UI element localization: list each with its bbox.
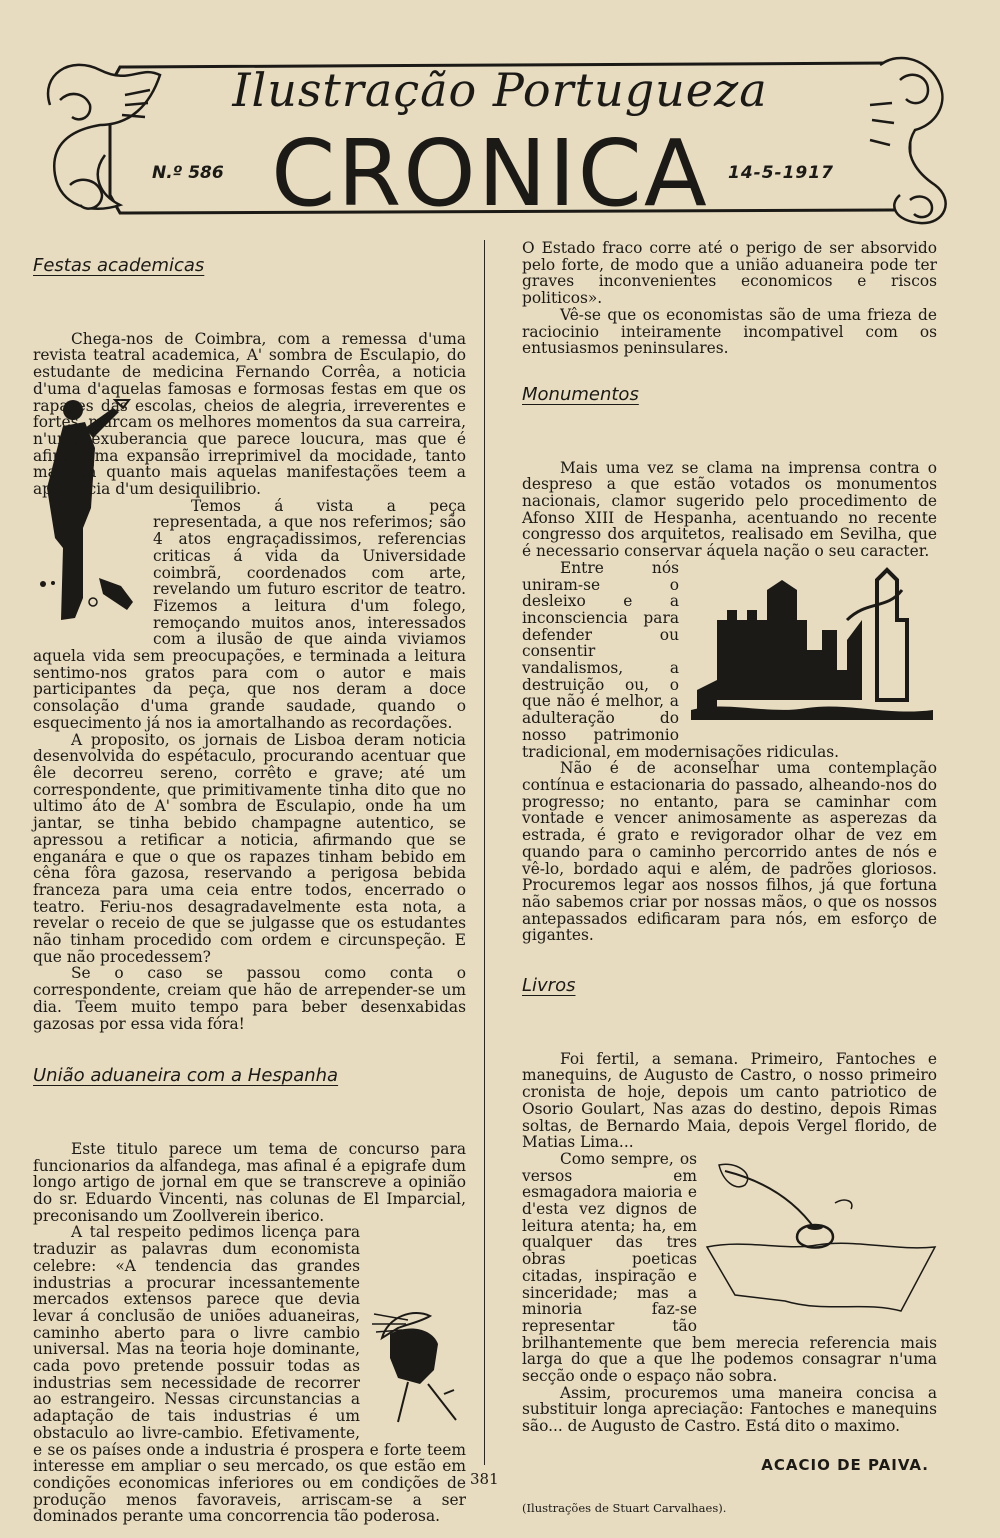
issue-number: N.º 586	[152, 163, 224, 183]
paragraph: Assim, procuremos uma maneira concisa a substituir longa apreciação: Fantoches e manequins são... de Augusto de Castro. Está dito o maximo.	[522, 1383, 937, 1436]
mercury-head-illustration	[368, 1294, 466, 1424]
paragraph: Como sempre, os versos em esmagadora maioria e d'esta vez dignos de leitura atenta; ha, em qualquer das tres obras poeticas citadas, inspiração e sinceridade; mas a minoria faz-se representar tão brilhantemente que bem merecia referencia mais larga do que a que lhe podemos consagrar n'uma secção onde o espaço não sobra.	[522, 1149, 937, 1386]
left-column	[33, 240, 466, 1525]
paragraph: Mais uma vez se clama na imprensa contra o despreso a que estão votados os monumentos nacionais, clamor sugerido pelo procedimento de Afonso XIII de Hespanha, acentuando no recente congresso dos arquitetos, realisado em Sevilha, que é necessario conservar áquela nação o seu caracter.	[522, 458, 937, 561]
paragraph: Se o caso se passou como conta o correspondente, creiam que hão de arrepender-se um dia. Teem muito tempo para beber desenxabidas gazosas por essa vida fóra!	[33, 964, 466, 1033]
section-heading-monumentos: Monumentos	[522, 383, 639, 405]
ruined-monument-illustration	[687, 560, 937, 728]
left-scroll-ornament	[48, 65, 160, 209]
paragraph: O Estado fraco corre até o perigo de ser absorvido pelo forte, de modo que a união aduaneira pode ter graves inconvenientes economicos e riscos politicos».	[522, 239, 937, 308]
illustration-credit: (Ilustrações de Stuart Carvalhaes).	[522, 1500, 727, 1515]
masthead-script-title: Ilustração Portugueza	[232, 63, 768, 117]
paragraph: Chega-nos de Coimbra, com a remessa d'uma revista teatral academica, A' sombra de Esculapio, do estudante de medicina Fernando Corrêa, a noticia d'uma d'aquelas famosas e formosas festas em que os rapazes das escolas, cheios de alegria, irreverentes e fortes, marcam os melhores momentos da sua carreira, n'uma exuberancia que parece loucura, mas que é afinal uma expansão irreprimivel da mocidade, tanto mais sã quanto mais aquelas manifestações teem a aparencia d'um desiquilibrio.	[33, 329, 466, 499]
paragraph: Entre nós uniram-se o desleixo e a inconsciencia para defender ou consentir vandalismos, a destruição ou, o que não é melhor, a adulteração do nosso patrimonio tradicional, em modernisações ridiculas.	[522, 558, 840, 761]
author-signature: ACACIO DE PAIVA.	[761, 1455, 929, 1474]
paragraph: Temos á vista a peça representada, a que nos referimos; são 4 atos engraçadissimos, referencias criticas á vida da Universidade coimbrã, coordenados com arte, revelando um futuro escritor de teatro. Fizemos a leitura d'um folego, remoçando muitos anos, interessados com a ilusão de que ainda viviamos aquela vida sem preocupações, e terminada a leitura sentimo-nos gratos para com o autor e mais participantes da peça, que nos deram a doce consolação d'uma grande saudade, quando o esquecimento já nos ia amortalhando as recordações.	[33, 496, 466, 732]
masthead	[30, 45, 970, 235]
paragraph: A proposito, os jornais de Lisboa deram noticia desenvolvida do espétaculo, procurando acentuar que êle decorreu sereno, corrêto e grave; até um correspondente, que primitivamente tinha dito que no ultimo áto de A' sombra de Esculapio, onde ha um jantar, se tinha bebido champagne autentico, se apressou a retificar a noticia, afirmando que se enganára e que o que os rapazes tinham bebido em cêna fôra gazosa, reservando a perigosa bebida franceza para uma ceia entre todos, encerrado o teatro. Feriu-nos desagradavelmente esta nota, a revelar o receio de que se julgasse que os estudantes não tinham procedido com ordem e circunspeção. E que não procedessem?	[33, 730, 466, 966]
issue-date: 14-5-1917	[728, 163, 834, 183]
paragraph: Vê-se que os economistas são de uma frieza de raciocinio inteiramente incompativel com os entusiasmos peninsulares.	[522, 305, 937, 358]
paragraph: Este titulo parece um tema de concurso para funcionarios da alfandega, mas afinal é a epigrafe dum longo artigo de jornal em que se transcreve a opinião do sr. Eduardo Vincenti, nas colunas de El Imparcial, preconisando um Zoollverein iberico.	[33, 1139, 466, 1225]
column-divider	[484, 240, 485, 1465]
paragraph: Foi fertil, a semana. Primeiro, Fantoches e manequins, de Augusto de Castro, o nosso primeiro cronista de hoje, depois um canto patriotico de Osorio Goulart, Nas azas do destino, depois Rimas soltas, de Bernardo Maia, depois Vergel florido, de Matias Lima...	[522, 1049, 937, 1152]
paragraph: Não é de aconselhar uma contemplação contínua e estacionaria do passado, alheando-nos do progresso; no entanto, para se caminhar com vontade e vencer animosamente as asperezas da estrada, é grato e revigorador olhar de vez em quando para o caminho percorrido antes de nós e vê-lo, bordado aqui e além, de padrões gloriosos. Procuremos legar aos nossos filhos, já que fortuna não sabemos criar por nossas mãos, o que os nossos antepassados edificaram para nós, em esforço de gigantes.	[522, 759, 937, 945]
paragraph: A tal respeito pedimos licença para traduzir as palavras dum economista celebre: «A tendencia das grandes industrias a procurar incessantemente mercados extensos parece que devia levar á conclusão de uniões aduaneiras, caminho aberto para o livre cambio universal. Mas na teoria hoje dominante, cada povo pretende possuir todas as industrias sem necessidade de recorrer ao estrangeiro. Nessas circunstancias a adaptação de tais industrias é um obstaculo ao livre-cambio. Efetivamente, e se os países onde a industria é prospera e forte teem interesse em ampliar o seu mercado, os que estão em condições economicas inferiores ou em condições de produção menos favoraveis, arriscam-se a ser dominados perante uma concorrencia tão poderosa.	[33, 1223, 466, 1526]
section-heading-uniao: União aduaneira com a Hespanha	[33, 1065, 339, 1087]
right-scroll-ornament	[870, 58, 946, 223]
masthead-title: CRONICA	[271, 120, 709, 227]
right-column	[522, 240, 937, 1516]
inkwell-quill-illustration	[705, 1151, 937, 1321]
section-heading-livros: Livros	[522, 975, 576, 997]
section-heading-festas: Festas academicas	[33, 255, 205, 276]
page-number: 381	[470, 1470, 499, 1488]
